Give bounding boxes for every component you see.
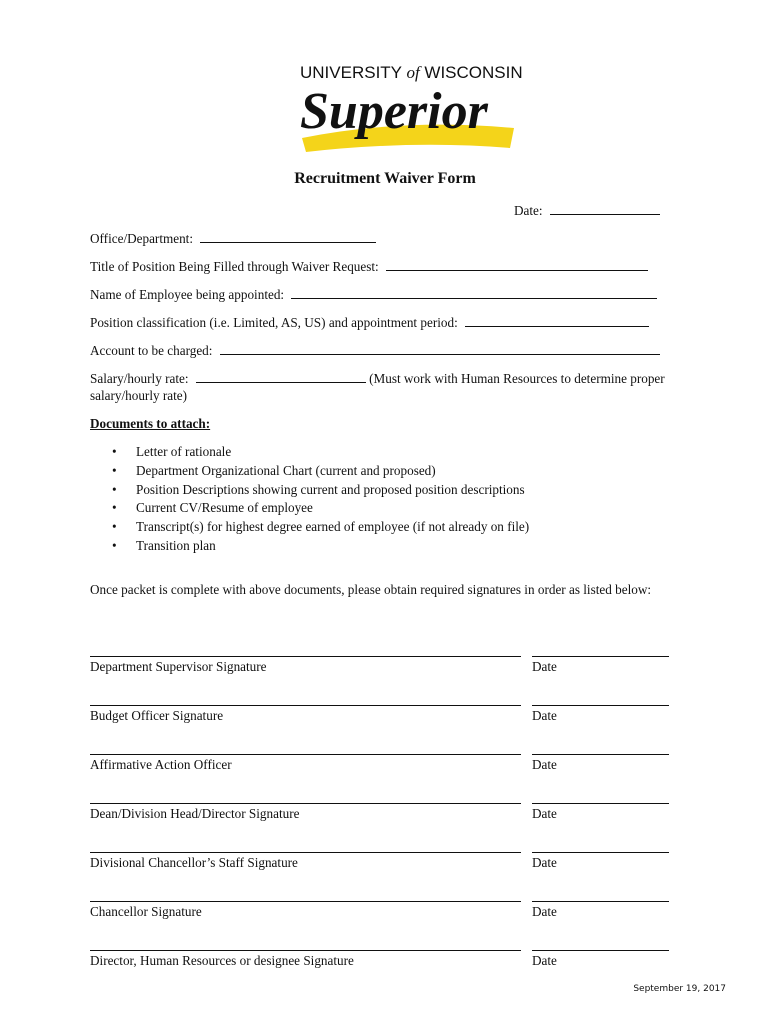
- date-field[interactable]: [550, 202, 660, 215]
- date-line[interactable]: [532, 901, 669, 902]
- signature-line[interactable]: [90, 656, 521, 657]
- signature-row: [90, 803, 670, 833]
- classification-label: Position classification (i.e. Limited, AS, US) and appointment period:: [90, 315, 458, 330]
- date-label: Date: [532, 708, 557, 723]
- salary-label: Salary/hourly rate:: [90, 371, 189, 386]
- signature-row: [90, 754, 670, 784]
- signature-line[interactable]: [90, 852, 521, 853]
- instruction-text: Once packet is complete with above documents, please obtain required signatures in order as listed below:: [90, 582, 652, 597]
- signature-line[interactable]: [90, 803, 521, 804]
- signature-label: Department Supervisor Signature: [90, 659, 267, 674]
- date-line[interactable]: [532, 950, 669, 951]
- list-item: • Current CV/Resume of employee: [112, 499, 529, 518]
- date-label: Date: [532, 855, 557, 870]
- signature-line[interactable]: [90, 950, 521, 951]
- footer-date: September 19, 2017: [633, 984, 726, 994]
- date-label: Date: [532, 806, 557, 821]
- signature-row: [90, 901, 670, 931]
- salary-row: [90, 370, 665, 387]
- position-title-row: [90, 258, 648, 275]
- office-row: [90, 230, 376, 247]
- date-label: Date: [532, 904, 557, 919]
- logo-script: Superior: [300, 83, 488, 140]
- documents-list: [112, 443, 529, 556]
- date-line[interactable]: [532, 803, 669, 804]
- signature-line[interactable]: [90, 901, 521, 902]
- date-line[interactable]: [532, 754, 669, 755]
- position-title-field[interactable]: [386, 258, 648, 271]
- signature-row: [90, 705, 670, 735]
- classification-field[interactable]: [465, 314, 649, 327]
- office-label: Office/Department:: [90, 231, 194, 246]
- signature-label: Director, Human Resources or designee Signature: [90, 953, 354, 968]
- signature-label: Dean/Division Head/Director Signature: [90, 806, 300, 821]
- employee-row: [90, 286, 657, 303]
- date-label: Date: [532, 757, 557, 772]
- account-row: [90, 342, 660, 359]
- date-label: Date:: [514, 203, 543, 218]
- position-title-label: Title of Position Being Filled through Waiver Request:: [90, 259, 379, 274]
- date-label: Date: [532, 659, 557, 674]
- signature-label: Divisional Chancellor’s Staff Signature: [90, 855, 298, 870]
- employee-field[interactable]: [291, 286, 657, 299]
- signature-row: [90, 852, 670, 882]
- list-item: • Position Descriptions showing current and proposed position descriptions: [112, 481, 529, 500]
- list-item: • Department Organizational Chart (current and proposed): [112, 462, 529, 481]
- signature-label: Budget Officer Signature: [90, 708, 224, 723]
- form-title: Recruitment Waiver Form: [294, 170, 476, 187]
- signature-label: Affirmative Action Officer: [90, 757, 232, 772]
- documents-heading: Documents to attach:: [90, 416, 211, 431]
- account-field[interactable]: [220, 342, 660, 355]
- signature-line[interactable]: [90, 754, 521, 755]
- list-item: • Transcript(s) for highest degree earned of employee (if not already on file): [112, 518, 529, 537]
- signature-line[interactable]: [90, 705, 521, 706]
- signature-label: Chancellor Signature: [90, 904, 202, 919]
- date-label: Date: [532, 953, 557, 968]
- employee-label: Name of Employee being appointed:: [90, 287, 285, 302]
- signature-row: [90, 950, 670, 980]
- logo-text: UNIVERSITY of WISCONSIN: [300, 63, 523, 82]
- list-item: • Transition plan: [112, 537, 529, 556]
- office-field[interactable]: [200, 230, 376, 243]
- date-line[interactable]: [532, 852, 669, 853]
- classification-row: [90, 314, 649, 331]
- signature-row: [90, 656, 670, 686]
- university-logo: [292, 56, 524, 160]
- list-item: • Letter of rationale: [112, 443, 529, 462]
- account-label: Account to be charged:: [90, 343, 213, 358]
- salary-field[interactable]: [196, 370, 366, 383]
- date-line[interactable]: [532, 705, 669, 706]
- salary-note: (Must work with Human Resources to determine proper: [369, 371, 665, 386]
- date-line[interactable]: [532, 656, 669, 657]
- salary-note-continued: salary/hourly rate): [90, 388, 188, 403]
- date-row: [514, 202, 660, 219]
